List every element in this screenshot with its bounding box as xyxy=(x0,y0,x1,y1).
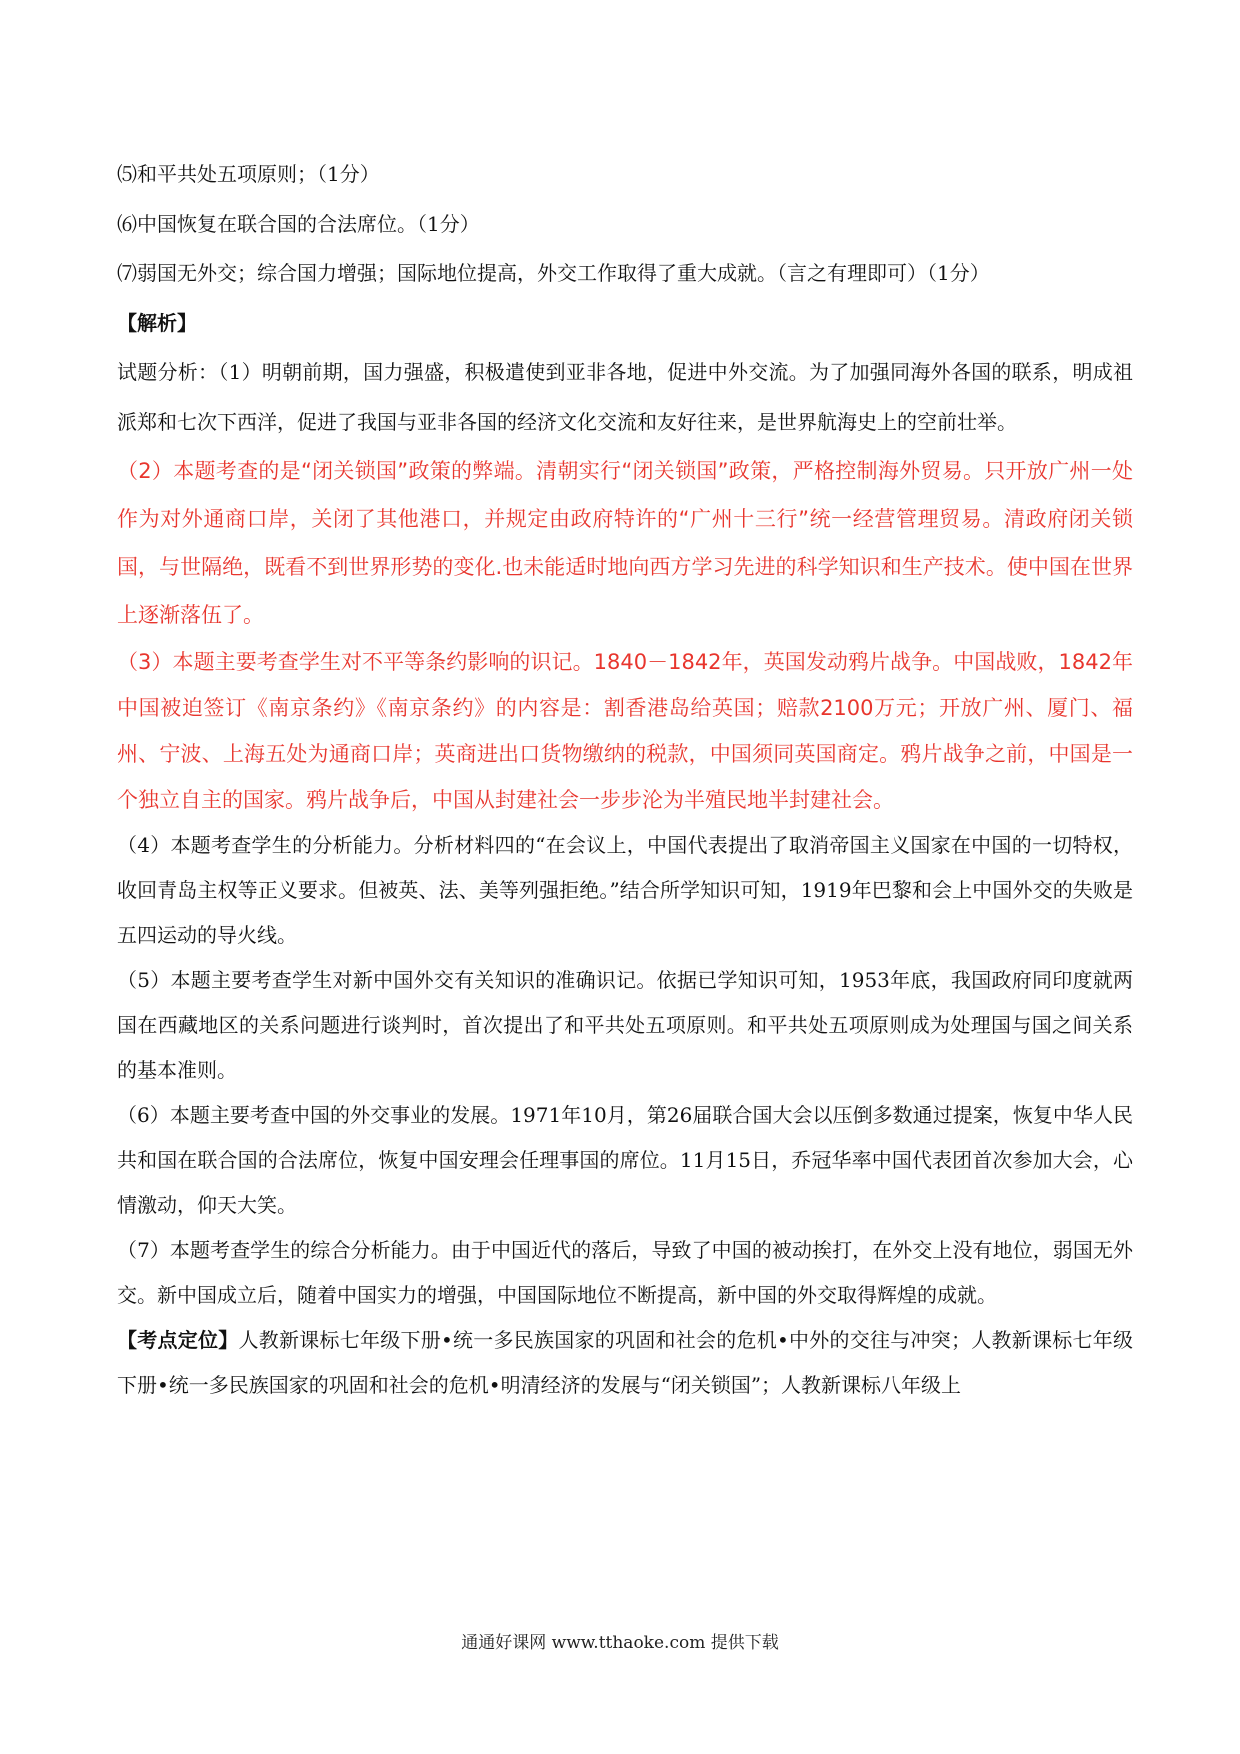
document-body xyxy=(117,150,1133,1408)
answer-5: ⑸和平共处五项原则；（1分） xyxy=(117,162,380,186)
analysis-paragraph-1: 试题分析：（1）明朝前期，国力强盛，积极遣使到亚非各地，促进中外交流。为了加强同海外各国的联系，明成祖派郑和七次下西洋，促进了我国与亚非各国的经济文化交流和友好往来，是世界航海史上的空前壮举。 xyxy=(117,360,1133,434)
page-footer: 通通好课网 www.tthaoke.com 提供下载 xyxy=(461,1633,779,1653)
answer-7: ⑺弱国无外交；综合国力增强；国际地位提高，外交工作取得了重大成就。（言之有理即可）（1分） xyxy=(117,261,990,285)
analysis-paragraph-5: （5）本题主要考查学生对新中国外交有关知识的准确识记。依据已学知识可知，1953年底，我国政府同印度就两国在西藏地区的关系问题进行谈判时，首次提出了和平共处五项原则。和平共处五项原则成为处理国与国之间关系的基本准则。 xyxy=(117,968,1133,1082)
analysis-paragraph-4: （4）本题考查学生的分析能力。分析材料四的“在会议上，中国代表提出了取消帝国主义国家在中国的一切特权，收回青岛主权等正义要求。但被英、法、美等列强拒绝。”结合所学知识可知，1919年巴黎和会上中国外交的失败是五四运动的导火线。 xyxy=(117,833,1133,947)
answer-6: ⑹中国恢复在联合国的合法席位。（1分） xyxy=(117,211,480,236)
analysis-paragraph-6: （6）本题主要考查中国的外交事业的发展。1971年10月，第26届联合国大会以压倒多数通过提案，恢复中华人民共和国在联合国的合法席位，恢复中国安理会任理事国的席位。11月15日，乔冠华率中国代表团首次参加大会，心情激动，仰天大笑。 xyxy=(117,1103,1133,1217)
analysis-heading: 【解析】 xyxy=(117,310,197,335)
analysis-paragraph-2: （2）本题考查的是“闭关锁国”政策的弊端。清朝实行“闭关锁国”政策，严格控制海外贸易。只开放广州一处作为对外通商口岸，关闭了其他港口，并规定由政府特许的“广州十三行”统一经营管理贸易。清政府闭关锁国，与世隔绝，既看不到世界形势的变化.也未能适时地向西方学习先进的科学知识和生产技术。使中国在世界上逐渐落伍了。 xyxy=(117,459,1133,627)
kaodian-label: 【考点定位】 xyxy=(117,1328,239,1352)
analysis-paragraph-7: （7）本题考查学生的综合分析能力。由于中国近代的落后，导致了中国的被动挨打，在外交上没有地位，弱国无外交。新中国成立后，随着中国实力的增强，中国国际地位不断提高，新中国的外交取得辉煌的成就。 xyxy=(117,1238,1133,1307)
analysis-paragraph-3: （3）本题主要考查学生对不平等条约影响的识记。1840－1842年，英国发动鸦片战争。中国战败，1842年中国被迫签订《南京条约》《南京条约》的内容是：割香港岛给英国；赔款2100万元；开放广州、厦门、福州、宁波、上海五处为通商口岸；英商进出口货物缴纳的税款，中国须同英国商定。鸦片战争之前，中国是一个独立自主的国家。鸦片战争后，中国从封建社会一步步沦为半殖民地半封建社会。 xyxy=(117,650,1133,812)
kaodian-paragraph xyxy=(117,1318,1133,1408)
kaodian-text: 人教新课标七年级下册•统一多民族国家的巩固和社会的危机•中外的交往与冲突；人教新课标七年级下册•统一多民族国家的巩固和社会的危机•明清经济的发展与“闭关锁国”；人教新课标八年级上 xyxy=(117,1328,1134,1397)
